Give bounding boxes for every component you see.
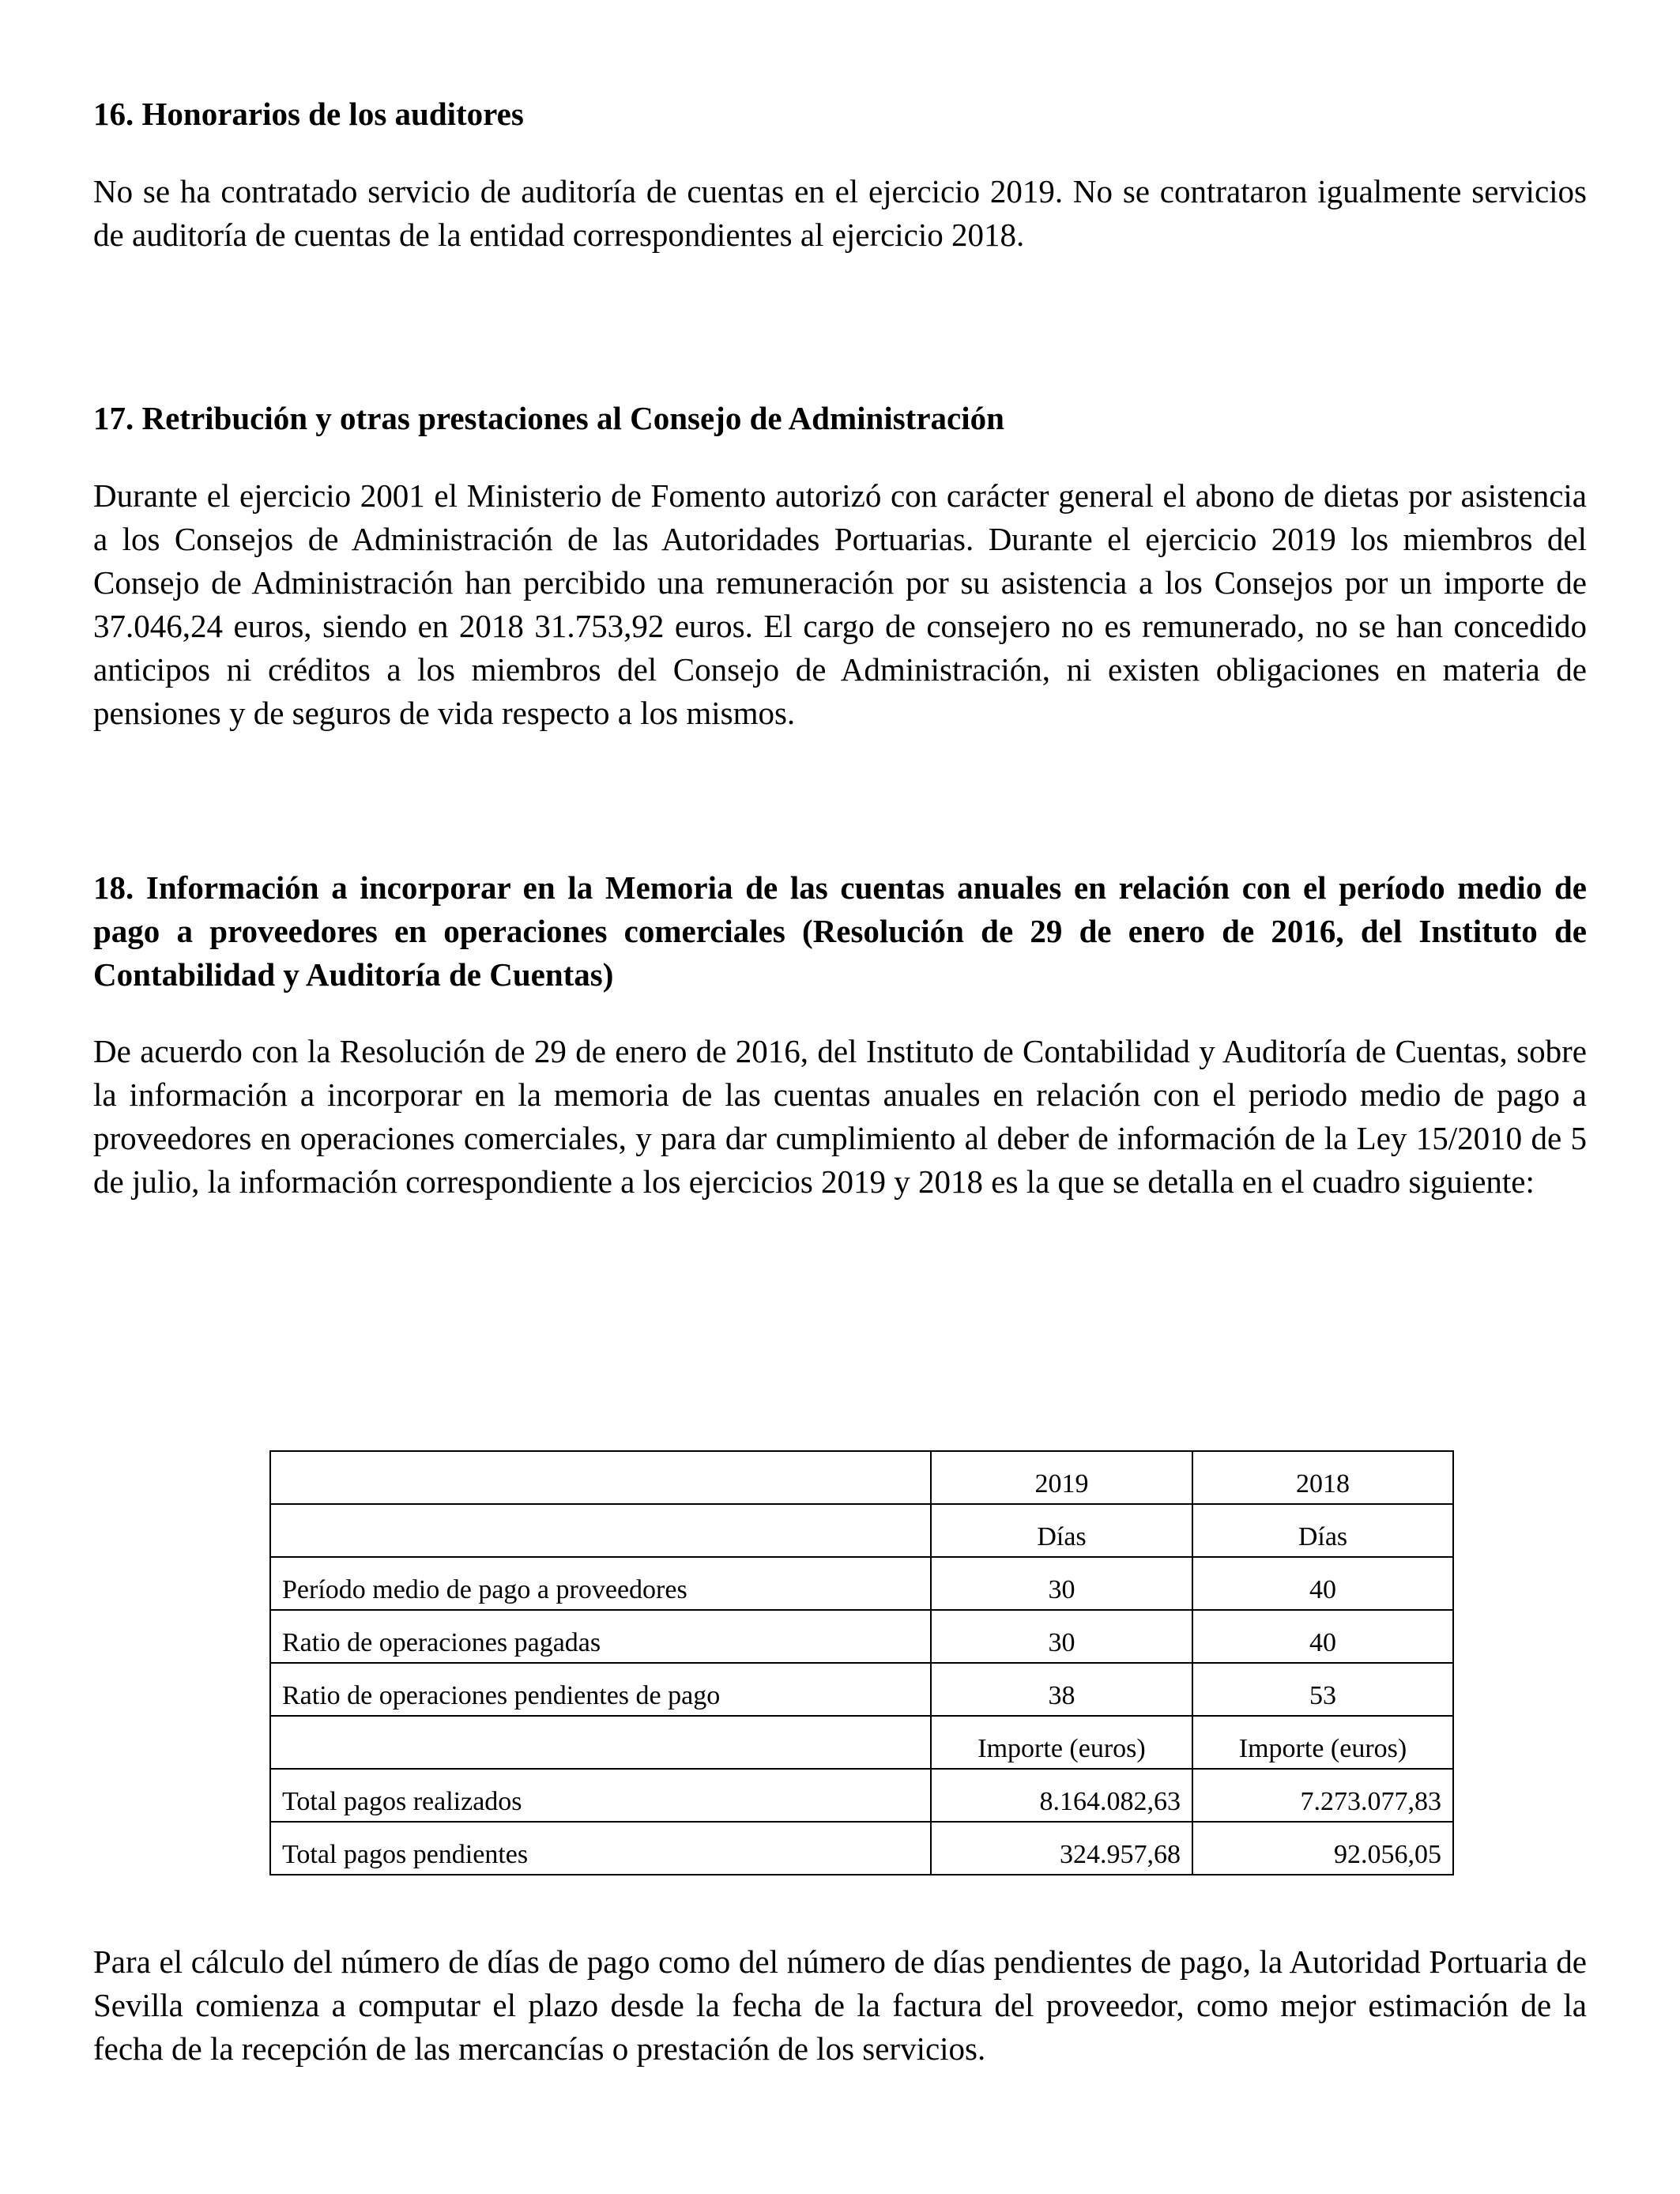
- table-cell-2018: 53: [1192, 1663, 1453, 1716]
- table-header-row-amount: [270, 1716, 1453, 1769]
- table-cell-2019: 8.164.082,63: [931, 1769, 1192, 1822]
- table-row: [270, 1769, 1453, 1822]
- table-row-label: Total pagos pendientes: [270, 1822, 931, 1875]
- table-unit-amount-2018: Importe (euros): [1192, 1716, 1453, 1769]
- table-header-year-2018: 2018: [1192, 1451, 1453, 1504]
- table-cell-2019: 324.957,68: [931, 1822, 1192, 1875]
- table-header-row-years: [270, 1451, 1453, 1504]
- section-16-title: 16. Honorarios de los auditores: [93, 96, 524, 132]
- payment-period-table: [269, 1450, 1454, 1875]
- table-unit-amount-2019: Importe (euros): [931, 1716, 1192, 1769]
- section-18-closing: Para el cálculo del número de días de pago como del número de días pendientes de pago, la Autoridad Portuaria de Sevilla comienza a computar el plazo desde la fecha de la factura del proveedor, como mejor estimación de la fecha de la recepción de las mercancías o prestación de los servicios.: [93, 1943, 1587, 2067]
- table-header-year-2019: 2019: [931, 1451, 1192, 1504]
- table-row-label: Ratio de operaciones pagadas: [270, 1610, 931, 1663]
- section-17-body: Durante el ejercicio 2001 el Ministerio de Fomento autorizó con carácter general el abono de dietas por asistencia a los Consejos de Administración de las Autoridades Portuarias. Durante el ejercicio 2019 los miembros del Consejo de Administración han percibido una remuneración por su asistencia a los Consejos por un importe de 37.046,24 euros, siendo en 2018 31.753,92 euros. El cargo de consejero no es remunerado, no se han concedido anticipos ni créditos a los miembros del Consejo de Administración, ni existen obligaciones en materia de pensiones y de seguros de vida respecto a los mismos.: [93, 477, 1587, 731]
- section-18-title: 18. Información a incorporar en la Memoria de las cuentas anuales en relación con el período medio de pago a proveedores en operaciones comerciales (Resolución de 29 de enero de 2016, del Instituto de Contabilidad y Auditoría de Cuentas): [93, 869, 1587, 993]
- table-row: [270, 1822, 1453, 1875]
- table-row-label: Total pagos realizados: [270, 1769, 931, 1822]
- section-18-body: De acuerdo con la Resolución de 29 de enero de 2016, del Instituto de Contabilidad y Auditoría de Cuentas, sobre la información a incorporar en la memoria de las cuentas anuales en relación con el periodo medio de pago a proveedores en operaciones comerciales, y para dar cumplimiento al deber de información de la Ley 15/2010 de 5 de julio, la información correspondiente a los ejercicios 2019 y 2018 es la que se detalla en el cuadro siguiente:: [93, 1033, 1587, 1200]
- table-unit-days-2018: Días: [1192, 1504, 1453, 1557]
- table-cell-2018: 40: [1192, 1610, 1453, 1663]
- section-17-title: 17. Retribución y otras prestaciones al Consejo de Administración: [93, 400, 1004, 436]
- table-row: [270, 1663, 1453, 1716]
- table-unit-days-2019: Días: [931, 1504, 1192, 1557]
- table-row: [270, 1610, 1453, 1663]
- table-header-row-days: [270, 1504, 1453, 1557]
- table-header-empty-cell: [270, 1504, 931, 1557]
- table-cell-2018: 7.273.077,83: [1192, 1769, 1453, 1822]
- table-cell-2019: 30: [931, 1610, 1192, 1663]
- table-row: [270, 1557, 1453, 1610]
- table-cell-2019: 38: [931, 1663, 1192, 1716]
- table-cell-2019: 30: [931, 1557, 1192, 1610]
- table-header-empty-cell: [270, 1451, 931, 1504]
- table-header-empty-cell: [270, 1716, 931, 1769]
- table-row-label: Ratio de operaciones pendientes de pago: [270, 1663, 931, 1716]
- section-16-body: No se ha contratado servicio de auditoría de cuentas en el ejercicio 2019. No se contrataron igualmente servicios de auditoría de cuentas de la entidad correspondientes al ejercicio 2018.: [93, 173, 1587, 253]
- table-cell-2018: 40: [1192, 1557, 1453, 1610]
- table-cell-2018: 92.056,05: [1192, 1822, 1453, 1875]
- table-row-label: Período medio de pago a proveedores: [270, 1557, 931, 1610]
